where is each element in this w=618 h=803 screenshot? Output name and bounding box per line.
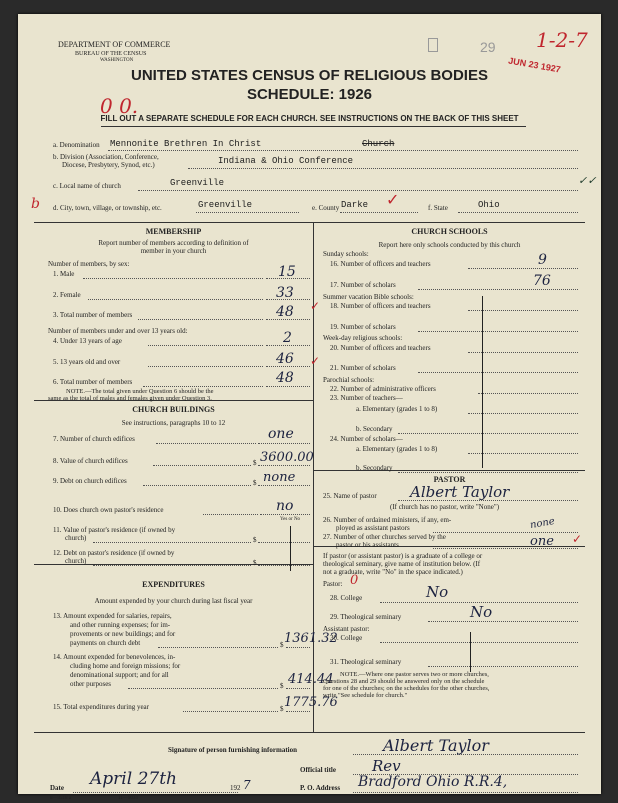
q7-line	[258, 443, 310, 444]
assistant-pen-line	[470, 632, 471, 672]
q27-label-2: pastor or his assistants	[336, 541, 399, 549]
membership-title: MEMBERSHIP	[145, 227, 202, 236]
q23a-label: a. Elementary (grades 1 to 8)	[356, 405, 438, 413]
local-name-label: c. Local name of church	[53, 182, 121, 190]
signature-label: Signature of person furnishing information	[168, 746, 297, 754]
schools-pen-line	[482, 296, 483, 468]
q27-line	[433, 548, 578, 549]
q6-dots	[143, 386, 263, 387]
q13-label-3: provements or new buildings; and for	[70, 630, 176, 638]
q24a-line	[468, 453, 578, 454]
q8-dots	[153, 465, 251, 466]
bureau-name: BUREAU OF THE CENSUS	[75, 51, 147, 57]
q5-label: 5. 13 years old and over	[53, 358, 121, 366]
q8-dollar: $	[253, 459, 257, 467]
rule-pastor	[313, 470, 585, 471]
q12-dots	[93, 565, 251, 566]
q9-value[interactable]: none	[263, 470, 296, 485]
q8-label: 8. Value of church edifices	[53, 457, 128, 465]
q7-value[interactable]: one	[268, 426, 294, 442]
q11-dots	[93, 542, 251, 543]
instructions-line: FILL OUT A SEPARATE SCHEDULE FOR EACH CHURCH. SEE INSTRUCTIONS ON THE BACK OF THIS SHEET	[100, 114, 519, 123]
q16-line	[468, 268, 578, 269]
q23b-label: b. Secondary	[356, 425, 393, 433]
q2-dots	[88, 299, 263, 300]
division-value[interactable]: Indiana & Ohio Conference	[218, 156, 354, 166]
q6-value[interactable]: 48	[276, 370, 294, 386]
schedule-title: SCHEDULE: 1926	[246, 86, 373, 103]
state-value[interactable]: Ohio	[478, 200, 500, 210]
state-line	[458, 212, 578, 213]
q7-dots	[156, 443, 256, 444]
q1-value[interactable]: 15	[278, 264, 296, 280]
q14-label-4: other purposes	[70, 680, 112, 688]
pastor-title: PASTOR	[433, 475, 466, 484]
q26-line	[433, 532, 578, 533]
q25-note: (If church has no pastor, write "None")	[390, 503, 500, 511]
q14-dollar: $	[280, 682, 284, 690]
city-line	[196, 212, 299, 213]
po-address-value[interactable]: Bradford Ohio R.R.4,	[358, 774, 508, 790]
q3-value[interactable]: 48	[276, 304, 294, 320]
county-check: ✓	[386, 190, 400, 209]
q19-line	[418, 331, 578, 332]
date-line	[73, 792, 238, 793]
q20-label: 20. Number of officers and teachers	[330, 344, 431, 352]
signature-value[interactable]: Albert Taylor	[383, 736, 489, 755]
q5-dots	[148, 366, 263, 367]
q13-label-2: and other running expenses; for im-	[70, 621, 171, 629]
q11-line	[258, 542, 310, 543]
corner-check: ✓✓	[578, 174, 597, 187]
division-label-2: Diocese, Presbytery, Synod, etc.)	[62, 161, 155, 169]
q15-line	[286, 711, 310, 712]
city-name: WASHINGTON	[100, 58, 134, 63]
q23b-line	[398, 433, 578, 434]
official-title-label: Official title	[300, 766, 336, 774]
q8-value[interactable]: 3600.00	[260, 450, 314, 465]
membership-subtitle-1: Report number of members according to definition of	[98, 239, 249, 247]
received-stamp: JUN 23 1927	[507, 55, 562, 75]
q18-label: 18. Number of officers and teachers	[330, 302, 431, 310]
header-rule	[101, 126, 526, 127]
po-address-line	[353, 792, 578, 793]
pastor-note-1: NOTE.—Where one pastor serves two or more churches,	[340, 671, 489, 678]
q14-label-2: cluding home and foreign missions; for	[70, 662, 181, 670]
summer-label: Summer vacation Bible schools:	[323, 293, 414, 301]
po-address-label: P. O. Address	[300, 784, 341, 792]
q27-label-1: 27. Number of other churches served by the	[323, 533, 446, 541]
pastor-inst-1: If pastor (or assistant pastor) is a graduate of a college or	[323, 552, 483, 560]
q4-dots	[148, 345, 263, 346]
by-age-label: Number of members under and over 13 years old:	[48, 327, 188, 335]
q12-label-1: 12. Debt on pastor's residence (if owned by	[53, 549, 175, 557]
denomination-label: a. Denomination	[53, 141, 100, 149]
expenditures-title: EXPENDITURES	[142, 580, 205, 589]
q14-dots	[128, 688, 278, 689]
q22-line	[478, 393, 578, 394]
q2-label: 2. Female	[53, 291, 81, 299]
q24a-label: a. Elementary (grades 1 to 8)	[356, 445, 438, 453]
q30-line	[380, 642, 578, 643]
county-line	[340, 212, 418, 213]
census-form	[18, 14, 601, 801]
local-name-line	[138, 190, 578, 191]
schools-title: CHURCH SCHOOLS	[411, 227, 488, 236]
county-label: e. County	[312, 204, 340, 212]
division-label: b. Division (Association, Conference,	[53, 153, 159, 161]
q30-label: 30. College	[330, 634, 363, 642]
sunday-label: Sunday schools:	[323, 250, 369, 258]
q10-dots	[203, 514, 258, 515]
q26-label-2: ployed as assistant pastors	[336, 524, 410, 532]
q28-value[interactable]: No	[426, 583, 449, 601]
q10-value[interactable]: no	[276, 498, 294, 514]
q11-dollar: $	[253, 536, 257, 544]
date-label: Date	[50, 784, 64, 792]
membership-note-2: same as the total of males and females given under Question 3.	[48, 395, 212, 402]
q3-dots	[138, 319, 263, 320]
q8-line	[258, 465, 310, 466]
grid-bottom-rule	[34, 732, 585, 733]
red-ref-number: 1-2-7	[536, 28, 588, 52]
q19-label: 19. Number of scholars	[330, 323, 396, 331]
q15-value[interactable]: 1775.76	[284, 695, 338, 710]
q11-label-1: 11. Value of pastor's residence (if owned by	[53, 526, 176, 534]
q12-line	[258, 565, 310, 566]
grid-top-rule	[34, 222, 585, 223]
dept-name: DEPARTMENT OF COMMERCE	[58, 40, 171, 49]
q25-value[interactable]: Albert Taylor	[410, 483, 510, 501]
q14-label-3: denominational support; and for all	[70, 671, 169, 679]
pastor-inst-2: theological seminary, give name of institution below. (If	[323, 560, 481, 568]
schools-subtitle: Report here only schools conducted by this church	[378, 241, 521, 249]
pastor-inst-3: not a graduate, write "No" in the space indicated.)	[323, 568, 463, 576]
year-digit[interactable]: 7	[243, 778, 251, 792]
q13-label-4: payments on church debt	[70, 639, 141, 647]
q25-label: 25. Name of pastor	[323, 492, 377, 500]
q3-label: 3. Total number of members	[53, 311, 133, 319]
q24-label: 24. Number of scholars—	[330, 435, 403, 443]
q28-label: 28. College	[330, 594, 363, 602]
q23-label: 23. Number of teachers—	[330, 394, 403, 402]
q14-label-1: 14. Amount expended for benevolences, in-	[53, 653, 176, 661]
membership-subtitle-2: member in your church	[140, 247, 207, 255]
q24b-line	[398, 472, 578, 473]
q13-dollar: $	[280, 641, 284, 649]
parochial-label: Parochial schools:	[323, 376, 375, 384]
stamp-number: 29	[480, 39, 496, 55]
q1-dots	[83, 278, 263, 279]
yes-or-no-hint: Yes or No	[280, 517, 301, 522]
q22-label: 22. Number of administrative officers	[330, 385, 436, 393]
q10-label: 10. Does church own pastor's residence	[53, 506, 164, 514]
left-red-mark: b	[31, 196, 40, 212]
expenditures-subtitle: Amount expended by your church during last fiscal year	[94, 597, 253, 605]
q27-value-one[interactable]: one	[530, 534, 554, 549]
form-number-2: 11—9034	[118, 796, 138, 801]
q6-check: ✓	[310, 354, 321, 368]
denomination-line	[108, 150, 578, 151]
q18-line	[468, 310, 578, 311]
pastor-red-zero: 0	[350, 573, 359, 588]
denomination-value[interactable]: Mennonite Brethren In Christ	[110, 139, 262, 149]
pastor-note-3: for one of the churches; on the schedules for the other churches,	[323, 685, 490, 692]
assistant-label: Assistant pastor:	[323, 625, 370, 633]
q7-label: 7. Number of church edifices	[53, 435, 135, 443]
q9-dollar: $	[253, 479, 257, 487]
q13-line	[286, 647, 310, 648]
q14-line	[286, 688, 310, 689]
paper-clip-mark	[428, 38, 438, 52]
q16-value[interactable]: 9	[538, 252, 547, 268]
q11-q12-pen-line	[290, 526, 291, 571]
city-value[interactable]: Greenville	[198, 200, 253, 210]
pastor-note-2: Questions 28 and 29 should be answered only on the schedule	[323, 678, 485, 685]
buildings-subtitle: See instructions, paragraphs 10 to 12	[121, 419, 226, 427]
city-label: d. City, town, village, or township, etc.	[53, 204, 162, 212]
denomination-struck: Church	[362, 139, 395, 149]
q17-value[interactable]: 76	[533, 273, 551, 289]
q12-dollar: $	[253, 559, 257, 567]
q4-label: 4. Under 13 years of age	[53, 337, 122, 345]
q24b-label: b. Secondary	[356, 464, 393, 472]
membership-note-1: NOTE.—The total given under Question 6 should be the	[66, 388, 214, 395]
local-name-value[interactable]: Greenville	[170, 178, 225, 188]
q21-line	[418, 372, 578, 373]
form-number: 8—3518 a	[50, 796, 71, 801]
q9-line	[258, 485, 310, 486]
q12-label-2: church)	[65, 557, 87, 565]
q31-label: 31. Theological seminary	[330, 658, 402, 666]
q14-value[interactable]: 414.44	[288, 672, 334, 687]
buildings-title: CHURCH BUILDINGS	[132, 405, 215, 414]
q17-line	[418, 289, 578, 290]
q26-label-1: 26. Number of ordained ministers, if any, em-	[323, 516, 452, 524]
q31-line	[428, 666, 578, 667]
q27-check: ✓	[572, 532, 583, 546]
q3-check: ✓	[310, 299, 321, 313]
form-title: UNITED STATES CENSUS OF RELIGIOUS BODIES	[131, 67, 488, 84]
q16-label: 16. Number of officers and teachers	[330, 260, 431, 268]
county-value[interactable]: Darke	[341, 200, 369, 210]
q29-label: 29. Theological seminary	[330, 613, 402, 621]
q15-dollar: $	[280, 705, 284, 713]
q27-value-none[interactable]: none	[529, 515, 556, 532]
weekday-label: Week-day religious schools:	[323, 334, 403, 342]
q23a-line	[468, 413, 578, 414]
q15-dots	[183, 711, 278, 712]
q10-line	[260, 514, 310, 515]
division-line	[188, 168, 578, 169]
q29-value[interactable]: No	[470, 603, 493, 621]
q4-value[interactable]: 2	[283, 330, 292, 346]
year-prefix: 192	[230, 784, 241, 792]
q6-label: 6. Total number of members	[53, 378, 133, 386]
pastor-note-4: write "See schedule for church."	[323, 692, 408, 699]
q13-label-1: 13. Amount expended for salaries, repairs,	[53, 612, 172, 620]
q1-label: 1. Male	[53, 270, 75, 278]
by-sex-label: Number of members, by sex:	[48, 260, 130, 268]
q21-label: 21. Number of scholars	[330, 364, 396, 372]
q17-label: 17. Number of scholars	[330, 281, 396, 289]
state-label: f. State	[428, 204, 448, 212]
q6-line	[266, 386, 310, 387]
red-zero-mark: 0 0.	[100, 94, 139, 118]
official-title-value[interactable]: Rev	[372, 757, 401, 775]
q9-label: 9. Debt on church edifices	[53, 477, 127, 485]
q15-label: 15. Total expenditures during year	[53, 703, 149, 711]
q13-dots	[158, 647, 278, 648]
q5-value[interactable]: 46	[276, 351, 294, 367]
q20-line	[468, 352, 578, 353]
q2-value[interactable]: 33	[276, 285, 294, 301]
q11-label-2: church)	[65, 534, 87, 542]
q13-value[interactable]: 1361.32	[284, 631, 338, 646]
date-value[interactable]: April 27th	[90, 769, 177, 789]
q9-dots	[143, 485, 251, 486]
pastor-sub-label: Pastor:	[323, 580, 343, 588]
q29-line	[428, 621, 578, 622]
